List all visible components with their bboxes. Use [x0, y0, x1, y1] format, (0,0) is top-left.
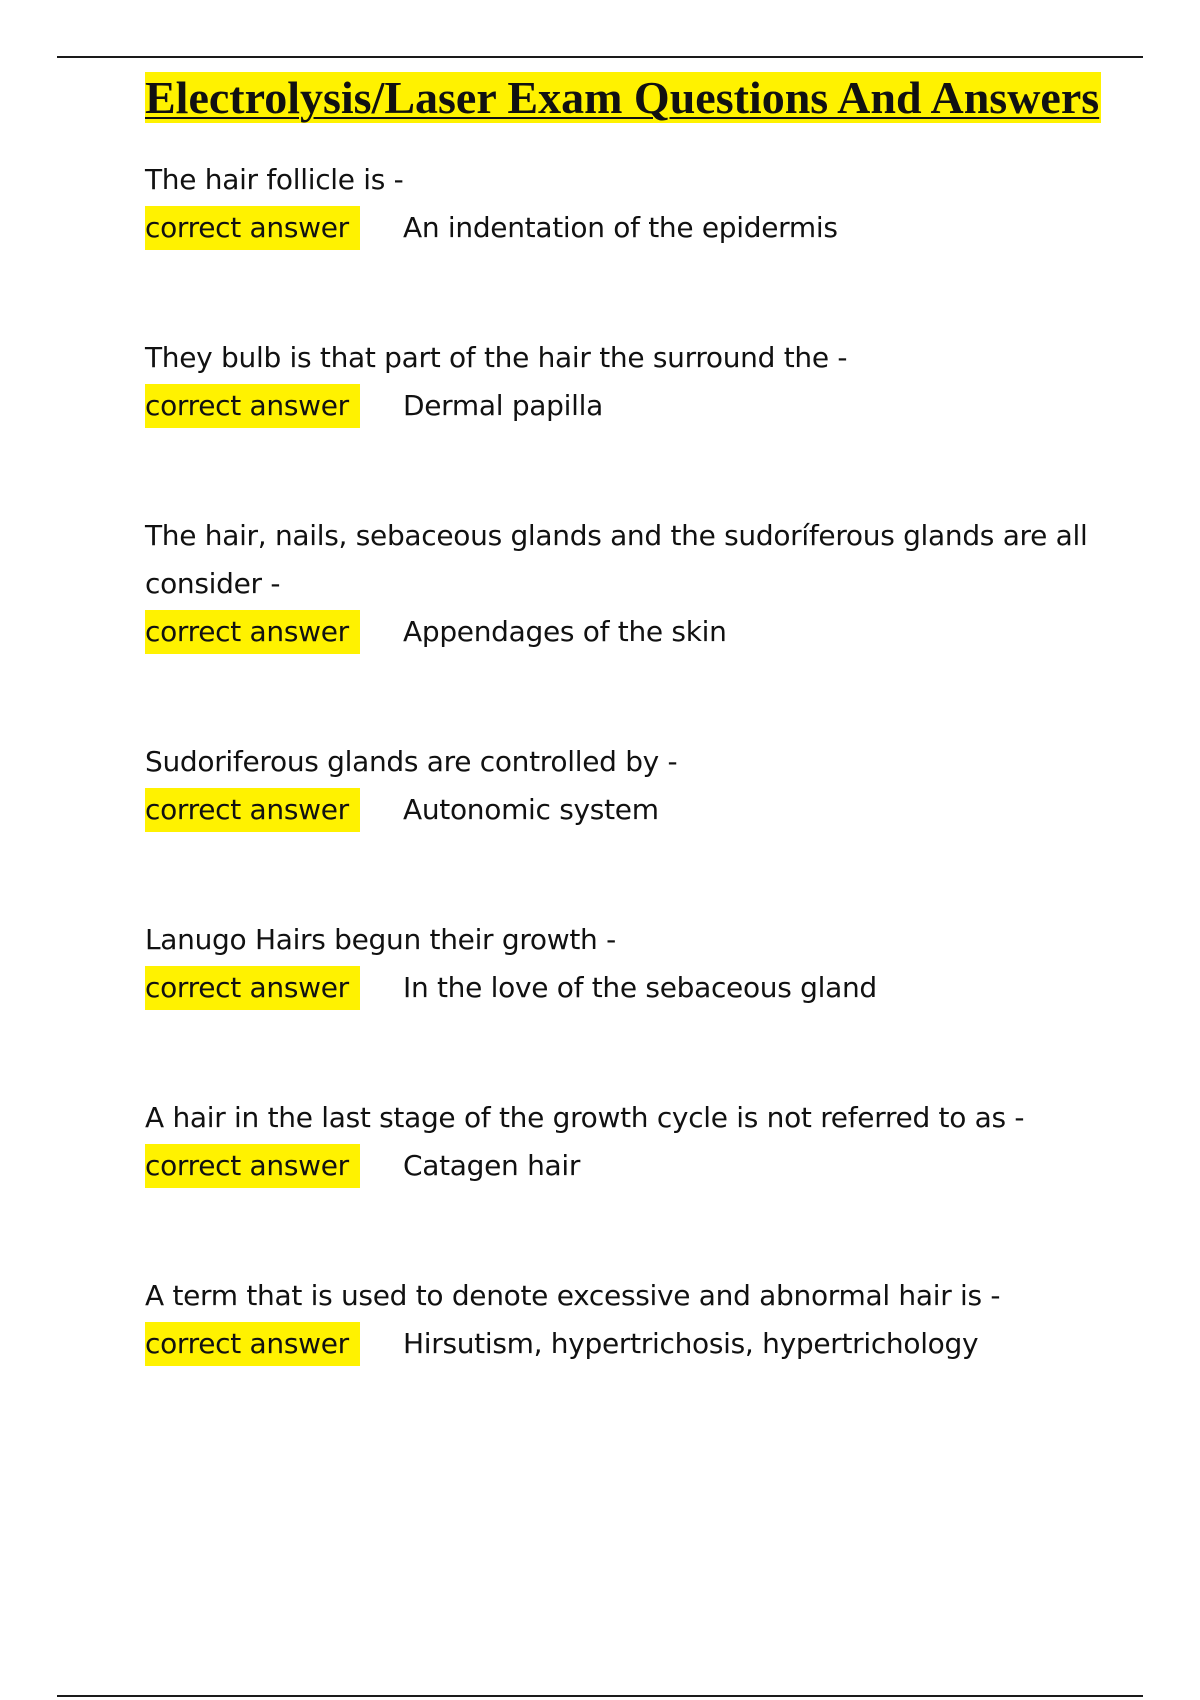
- qa-item-1: [145, 156, 1105, 252]
- correct-answer-label: correct answer: [145, 1144, 360, 1188]
- answer-row: [145, 786, 1105, 834]
- question-text: Lanugo Hairs begun their growth -: [145, 923, 616, 956]
- document-title: [145, 70, 1105, 126]
- qa-item-3: [145, 512, 1105, 656]
- answer-text: In the love of the sebaceous gland: [403, 971, 877, 1004]
- qa-item-6: [145, 1094, 1105, 1190]
- correct-answer-label: correct answer: [145, 966, 360, 1010]
- qa-item-4: [145, 738, 1105, 834]
- correct-answer-label: correct answer: [145, 788, 360, 832]
- answer-row: [145, 204, 1105, 252]
- answer-row: [145, 382, 1105, 430]
- bottom-rule: [57, 1695, 1143, 1697]
- qa-list: [145, 156, 1105, 1368]
- answer-text: Autonomic system: [403, 793, 659, 826]
- answer-row: [145, 964, 1105, 1012]
- answer-row: [145, 1142, 1105, 1190]
- document-body: [145, 70, 1105, 1368]
- answer-text: Catagen hair: [403, 1149, 581, 1182]
- document-title-text: Electrolysis/Laser Exam Questions And Answers: [145, 72, 1100, 123]
- question-text: The hair follicle is -: [145, 163, 404, 196]
- answer-row: [145, 1320, 1105, 1368]
- qa-item-7: [145, 1272, 1105, 1368]
- answer-row: [145, 608, 1105, 656]
- question-text: The hair, nails, sebaceous glands and the sudoríferous glands are all consider -: [145, 519, 1088, 600]
- answer-text: Dermal papilla: [403, 389, 603, 422]
- correct-answer-label: correct answer: [145, 610, 360, 654]
- correct-answer-label: correct answer: [145, 384, 360, 428]
- correct-answer-label: correct answer: [145, 1322, 360, 1366]
- question-text: A hair in the last stage of the growth cycle is not referred to as -: [145, 1101, 1025, 1134]
- question-text: A term that is used to denote excessive and abnormal hair is -: [145, 1279, 1001, 1312]
- answer-text: Hirsutism, hypertrichosis, hypertrichology: [403, 1327, 979, 1360]
- qa-item-5: [145, 916, 1105, 1012]
- question-text: Sudoriferous glands are controlled by -: [145, 745, 678, 778]
- question-text: They bulb is that part of the hair the surround the -: [145, 341, 848, 374]
- answer-text: An indentation of the epidermis: [403, 211, 838, 244]
- qa-item-2: [145, 334, 1105, 430]
- top-rule: [57, 56, 1143, 58]
- answer-text: Appendages of the skin: [403, 615, 727, 648]
- correct-answer-label: correct answer: [145, 206, 360, 250]
